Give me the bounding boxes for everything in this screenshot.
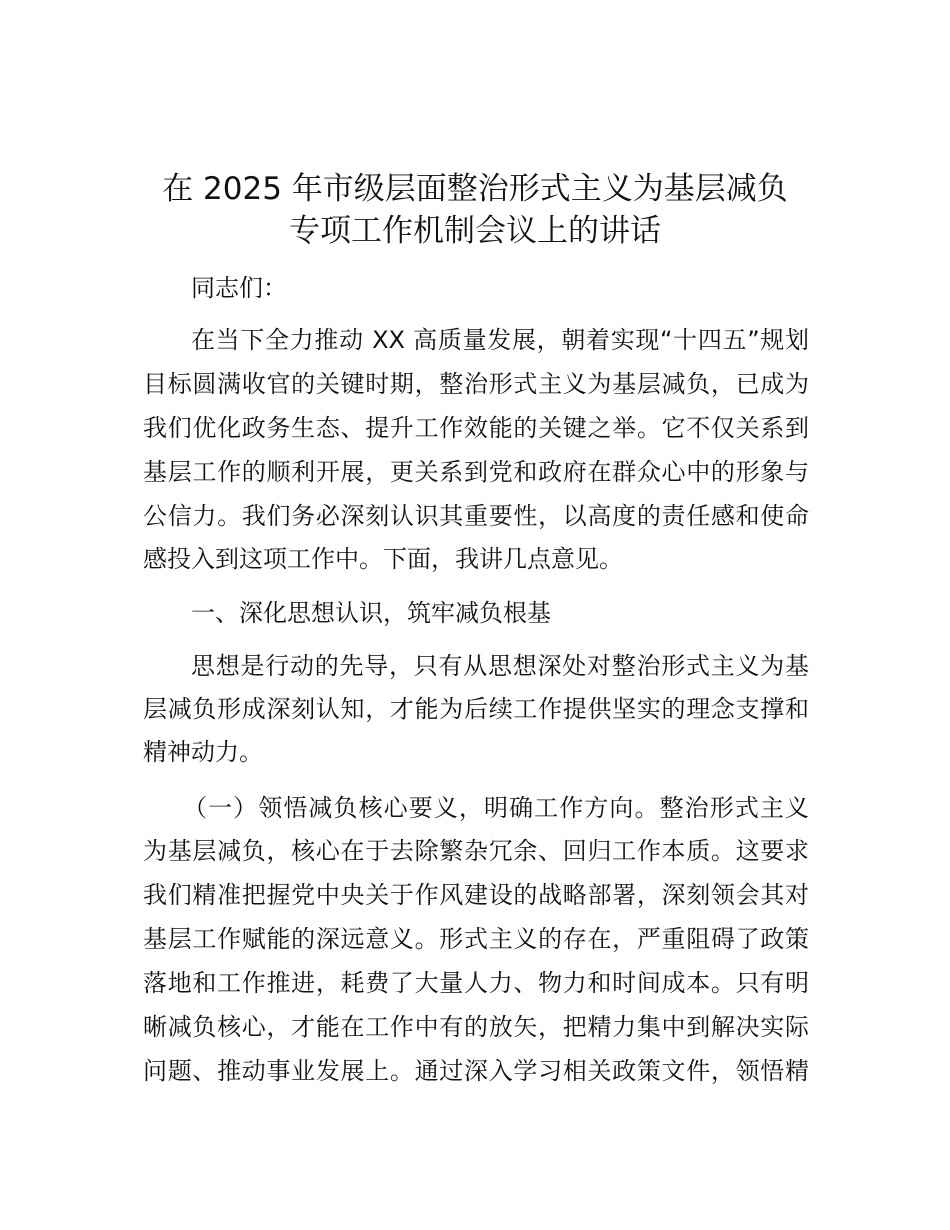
paragraph-1-line-6: 感投入到这项工作中。下面，我讲几点意见。	[143, 545, 623, 573]
paragraph-3-line-3: 我们精准把握党中央关于作风建设的战略部署，深刻领会其对	[143, 881, 809, 909]
paragraph-3-line-4: 基层工作赋能的深远意义。形式主义的存在，严重阻碍了政策	[143, 925, 809, 953]
paragraph-3-line-7: 问题、推动事业发展上。通过深入学习相关政策文件，领悟精	[143, 1057, 809, 1085]
document-title-line-2: 专项工作机制会议上的讲话	[289, 213, 661, 249]
paragraph-2-line-1: 思想是行动的先导，只有从思想深处对整治形式主义为基	[191, 652, 809, 680]
paragraph-1-line-4: 基层工作的顺利开展，更关系到党和政府在群众心中的形象与	[143, 458, 809, 486]
greeting: 同志们：	[191, 274, 287, 302]
paragraph-3-line-6: 晰减负核心，才能在工作中有的放矢，把精力集中到解决实际	[143, 1013, 809, 1041]
section-1-heading: 一、深化思想认识，筑牢减负根基	[191, 599, 551, 627]
paragraph-3-line-1: （一）领悟减负核心要义，明确工作方向。整治形式主义	[183, 794, 809, 822]
paragraph-2-line-2: 层减负形成深刻认知，才能为后续工作提供坚实的理念支撑和	[143, 695, 809, 723]
paragraph-1-line-2: 目标圆满收官的关键时期，整治形式主义为基层减负，已成为	[143, 370, 809, 398]
paragraph-2-line-3: 精神动力。	[143, 738, 263, 766]
paragraph-1-line-1: 在当下全力推动 XX 高质量发展，朝着实现“十四五”规划	[191, 326, 809, 354]
document-title-line-1: 在 2025 年市级层面整治形式主义为基层减负	[162, 171, 788, 207]
paragraph-1-line-5: 公信力。我们务必深刻认识其重要性，以高度的责任感和使命	[143, 502, 809, 530]
paragraph-3-line-2: 为基层减负，核心在于去除繁杂冗余、回归工作本质。这要求	[143, 837, 809, 865]
paragraph-1-line-3: 我们优化政务生态、提升工作效能的关键之举。它不仅关系到	[143, 414, 809, 442]
paragraph-3-line-5: 落地和工作推进，耗费了大量人力、物力和时间成本。只有明	[143, 969, 809, 997]
